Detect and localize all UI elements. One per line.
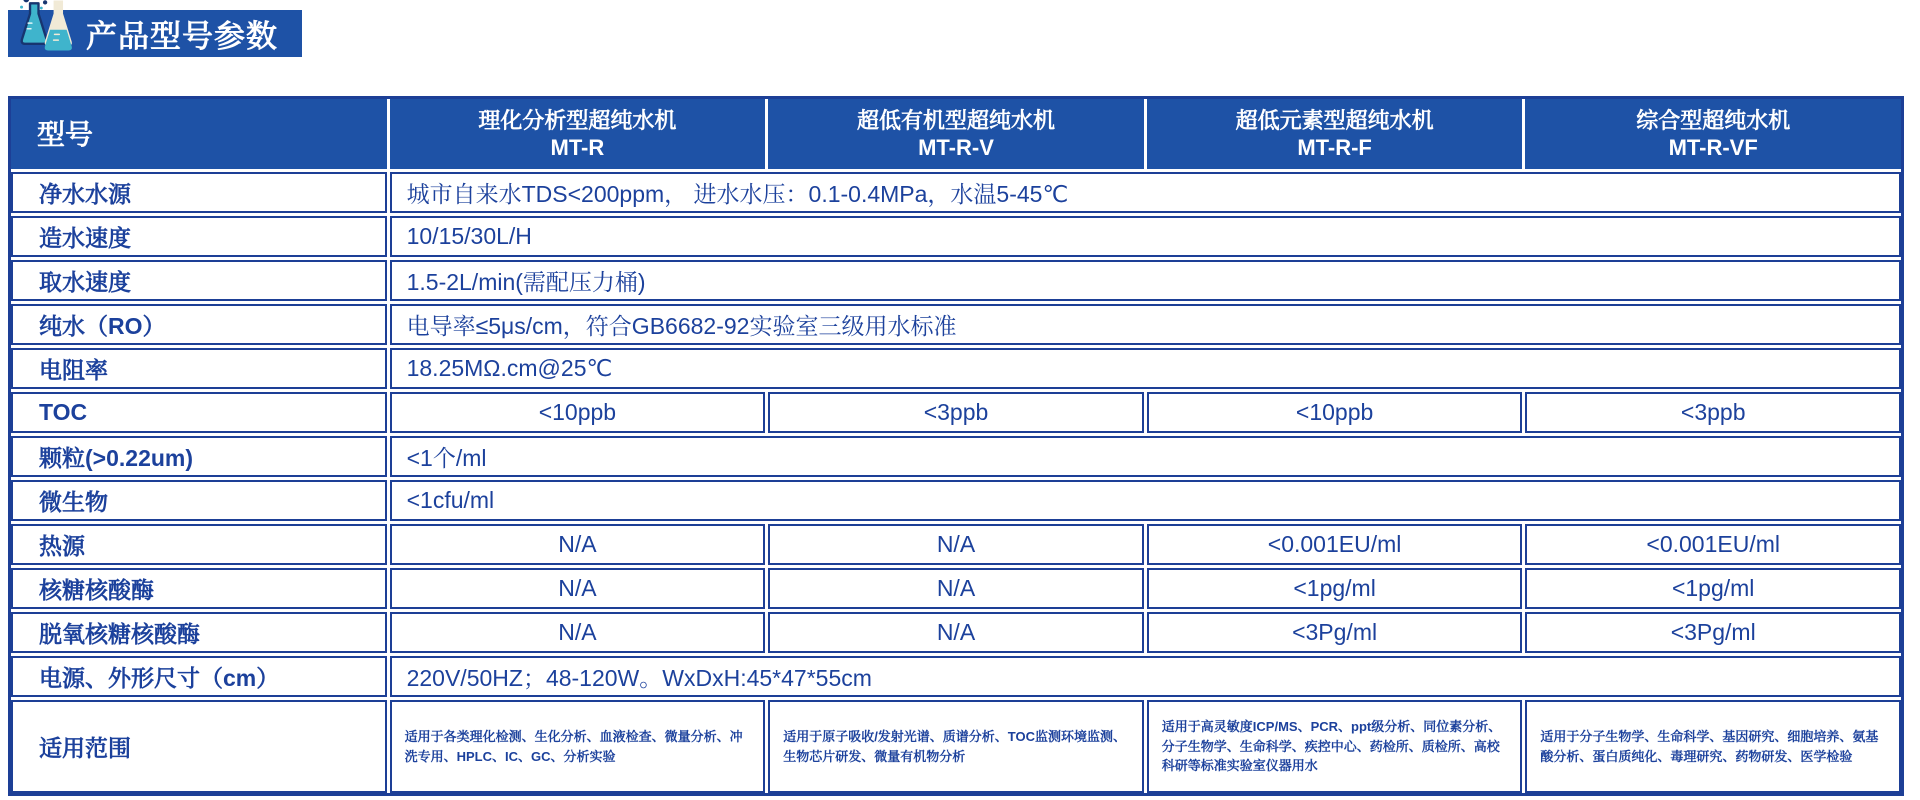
row-label-applications: 适用范围	[11, 700, 387, 793]
column-name: 超低元素型超纯水机	[1235, 107, 1434, 133]
column-model: MT-R-F	[1297, 135, 1372, 160]
column-model: MT-R	[550, 135, 605, 160]
column-name: 理化分析型超纯水机	[478, 107, 677, 133]
toc-cell: <3ppb	[768, 392, 1144, 433]
row-value-microorganisms: <1cfu/ml	[390, 480, 1901, 521]
spec-table	[8, 96, 1904, 796]
section-title: 产品型号参数	[86, 19, 278, 54]
dnase-cell: N/A	[768, 612, 1144, 653]
applications-cell: 适用于原子吸收/发射光谱、质谱分析、TOC监测环境监测、生物芯片研发、微量有机物分析	[768, 700, 1144, 793]
rnase-cell: <1pg/ml	[1525, 568, 1901, 609]
dnase-cell: <3Pg/ml	[1525, 612, 1901, 653]
row-label-microorganisms: 微生物	[11, 480, 387, 521]
row-value-ro-water: 电导率≤5μs/cm，符合GB6682-92实验室三级用水标准	[390, 304, 1901, 345]
dnase-cell: <3Pg/ml	[1147, 612, 1523, 653]
lab-flasks-icon	[14, 0, 80, 56]
pyrogen-cell: N/A	[390, 524, 766, 565]
row-label-water-source: 净水水源	[11, 172, 387, 213]
row-label-pyrogen: 热源	[11, 524, 387, 565]
column-header-mt-r	[390, 99, 766, 169]
section-badge	[8, 10, 302, 57]
row-value-production-rate: 10/15/30L/H	[390, 216, 1901, 257]
column-header-mt-r-vf	[1525, 99, 1901, 169]
row-label-power-dimensions: 电源、外形尺寸（cm）	[11, 656, 387, 697]
row-value-particles: <1个/ml	[390, 436, 1901, 477]
row-value-dispense-rate: 1.5-2L/min(需配压力桶)	[390, 260, 1901, 301]
applications-cell: 适用于各类理化检测、生化分析、血液检查、微量分析、冲洗专用、HPLC、IC、GC、分析实验	[390, 700, 766, 793]
column-header-mt-r-f	[1147, 99, 1523, 169]
applications-cell: 适用于高灵敏度ICP/MS、PCR、ppt级分析、同位素分析、分子生物学、生命科学、疾控中心、药检所、质检所、高校科研等标准实验室仪器用水	[1147, 700, 1523, 793]
column-header-mt-r-v	[768, 99, 1144, 169]
column-model: MT-R-V	[918, 135, 994, 160]
row-label-dispense-rate: 取水速度	[11, 260, 387, 301]
pyrogen-cell: <0.001EU/ml	[1525, 524, 1901, 565]
dnase-cell: N/A	[390, 612, 766, 653]
row-label-dnase: 脱氧核糖核酸酶	[11, 612, 387, 653]
row-label-toc: TOC	[11, 392, 387, 433]
row-label-particles: 颗粒(>0.22um)	[11, 436, 387, 477]
rnase-cell: <1pg/ml	[1147, 568, 1523, 609]
row-value-resistivity: 18.25MΩ.cm@25℃	[390, 348, 1901, 389]
column-name: 超低有机型超纯水机	[856, 107, 1055, 133]
row-value-power-dimensions: 220V/50HZ；48-120W。WxDxH:45*47*55cm	[390, 656, 1901, 697]
toc-cell: <10ppb	[390, 392, 766, 433]
pyrogen-cell: N/A	[768, 524, 1144, 565]
row-label-resistivity: 电阻率	[11, 348, 387, 389]
toc-cell: <10ppb	[1147, 392, 1523, 433]
corner-header: 型号	[11, 99, 387, 169]
row-label-production-rate: 造水速度	[11, 216, 387, 257]
column-model: MT-R-VF	[1668, 135, 1758, 160]
applications-cell: 适用于分子生物学、生命科学、基因研究、细胞培养、氨基酸分析、蛋白质纯化、毒理研究、药物研发、医学检验	[1525, 700, 1901, 793]
toc-cell: <3ppb	[1525, 392, 1901, 433]
row-label-ro-water: 纯水（RO）	[11, 304, 387, 345]
rnase-cell: N/A	[768, 568, 1144, 609]
row-label-rnase: 核糖核酸酶	[11, 568, 387, 609]
row-value-water-source: 城市自来水TDS<200ppm， 进水水压：0.1-0.4MPa，水温5-45℃	[390, 172, 1901, 213]
column-name: 综合型超纯水机	[1636, 107, 1791, 133]
rnase-cell: N/A	[390, 568, 766, 609]
pyrogen-cell: <0.001EU/ml	[1147, 524, 1523, 565]
